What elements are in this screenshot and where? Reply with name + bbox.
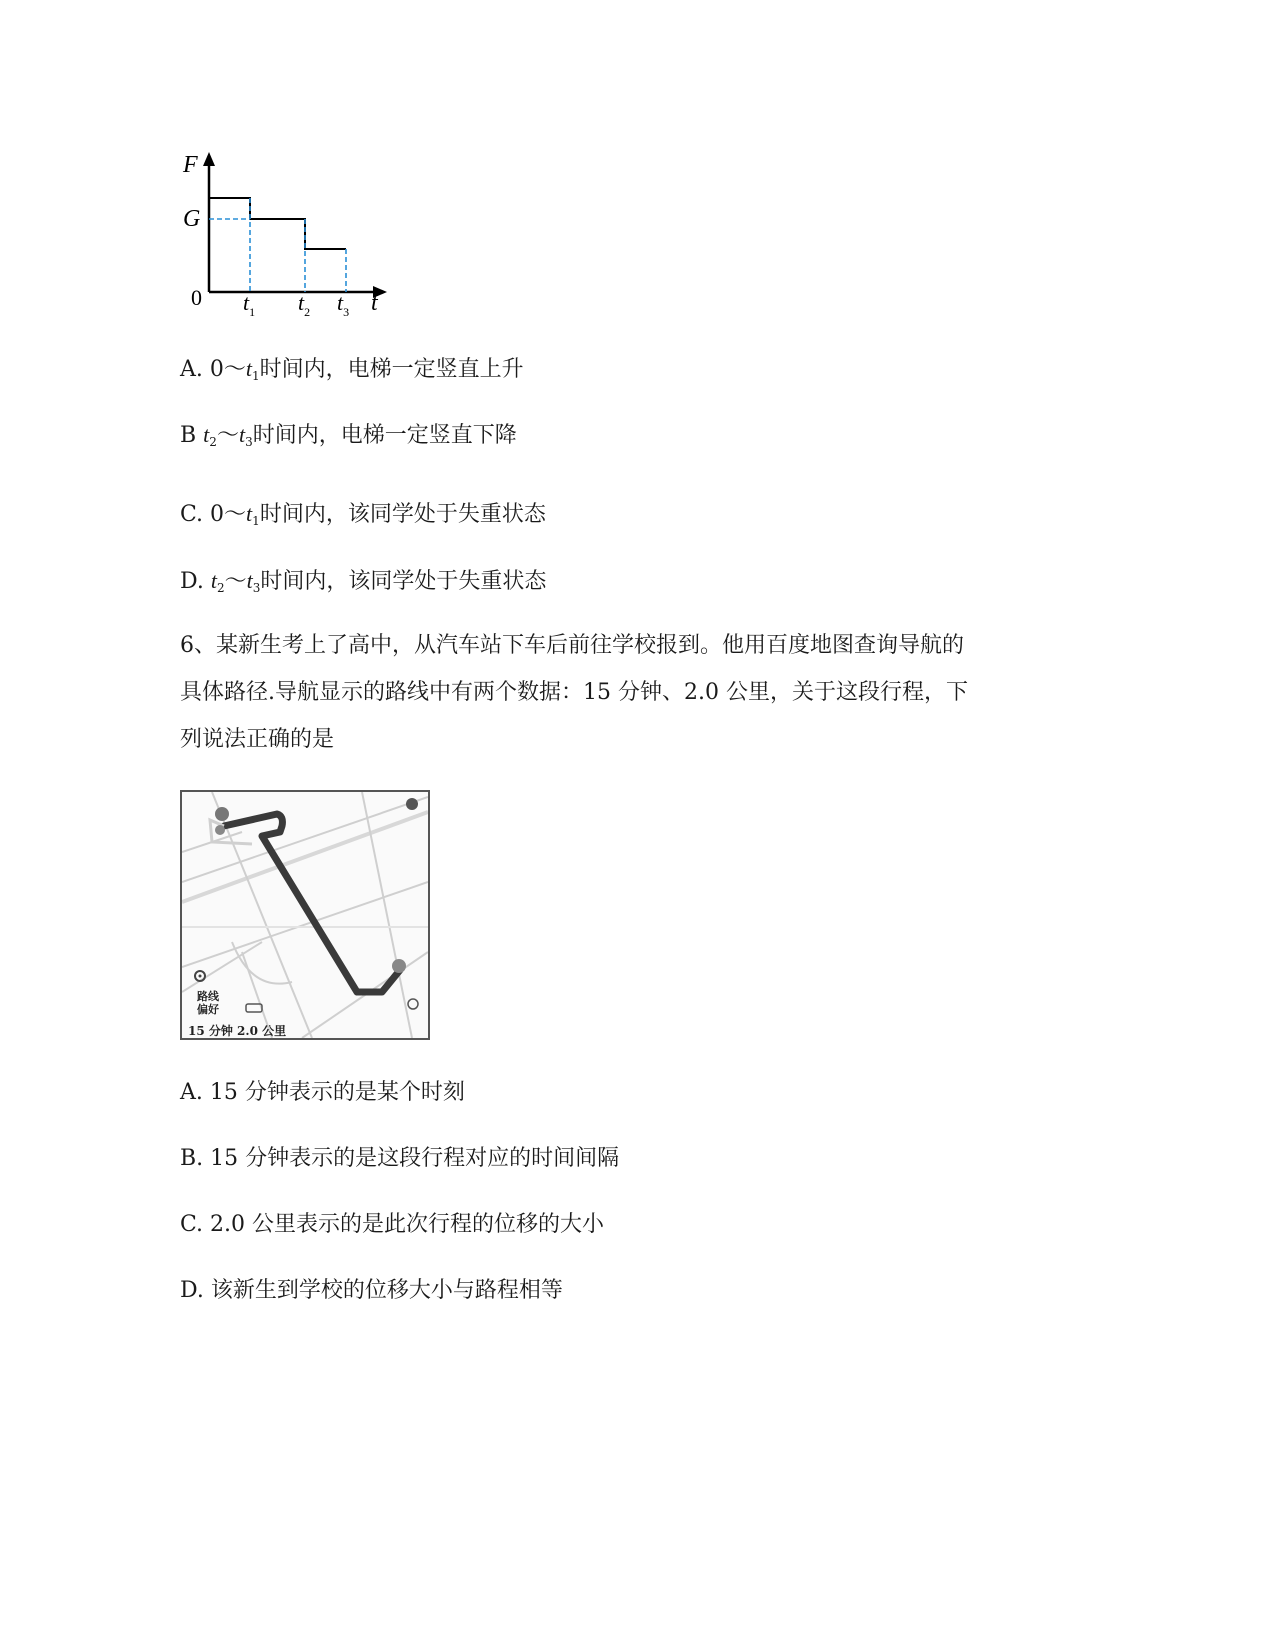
q5-option-a[interactable]: A. $0\sim t_1$时间内，电梯一定竖直上升	[180, 356, 524, 383]
navigation-map	[180, 790, 430, 1040]
end-marker-icon	[392, 959, 406, 973]
route-path	[224, 814, 400, 992]
q6-stem-line3: 列说法正确的是	[180, 727, 335, 752]
q6-option-d[interactable]: D. 该新生到学校的位移大小与路程相等	[180, 1278, 563, 1303]
q6-option-a[interactable]: A. 15 分钟表示的是某个时刻	[180, 1080, 465, 1105]
layers-icon[interactable]	[406, 798, 418, 810]
q6-stem	[180, 622, 1080, 763]
force-step-line	[209, 198, 346, 249]
t1-tick-label: $t_1$	[243, 290, 256, 319]
refresh-icon[interactable]	[408, 999, 418, 1009]
start-marker-icon	[215, 807, 229, 821]
f-axis-arrow	[203, 152, 215, 166]
g-label: G	[183, 206, 201, 232]
route-summary: 15 分钟 2.0 公里	[188, 1024, 287, 1038]
t2-tick-label: $t_2$	[298, 290, 311, 319]
route-preference-button[interactable]: 路线 偏好	[197, 990, 219, 1016]
force-time-graph	[175, 140, 405, 325]
q6-stem-line2: 具体路径.导航显示的路线中有两个数据：15 分钟、2.0 公里，关于这段行程，下	[180, 680, 968, 705]
q6-option-c[interactable]: C. 2.0 公里表示的是此次行程的位移的大小	[180, 1212, 605, 1237]
origin-label: 0	[191, 285, 202, 310]
q5-option-d[interactable]: D. $t_2\sim t_3$时间内，该同学处于失重状态	[180, 568, 547, 595]
t-axis-label: t	[371, 290, 378, 316]
q6-option-b[interactable]: B. 15 分钟表示的是这段行程对应的时间间隔	[180, 1146, 620, 1171]
t3-tick-label: $t_3$	[337, 290, 350, 319]
f-axis-label: F	[183, 152, 198, 178]
start-pin-icon	[215, 825, 225, 835]
q5-option-c[interactable]: C. $0\sim t_1$时间内，该同学处于失重状态	[180, 501, 546, 528]
q5-option-b[interactable]: B $t_2\sim t_3$时间内，电梯一定竖直下降	[180, 422, 517, 449]
q6-stem-line1: 6、某新生考上了高中，从汽车站下车后前往学校报到。他用百度地图查询导航的	[180, 633, 964, 658]
